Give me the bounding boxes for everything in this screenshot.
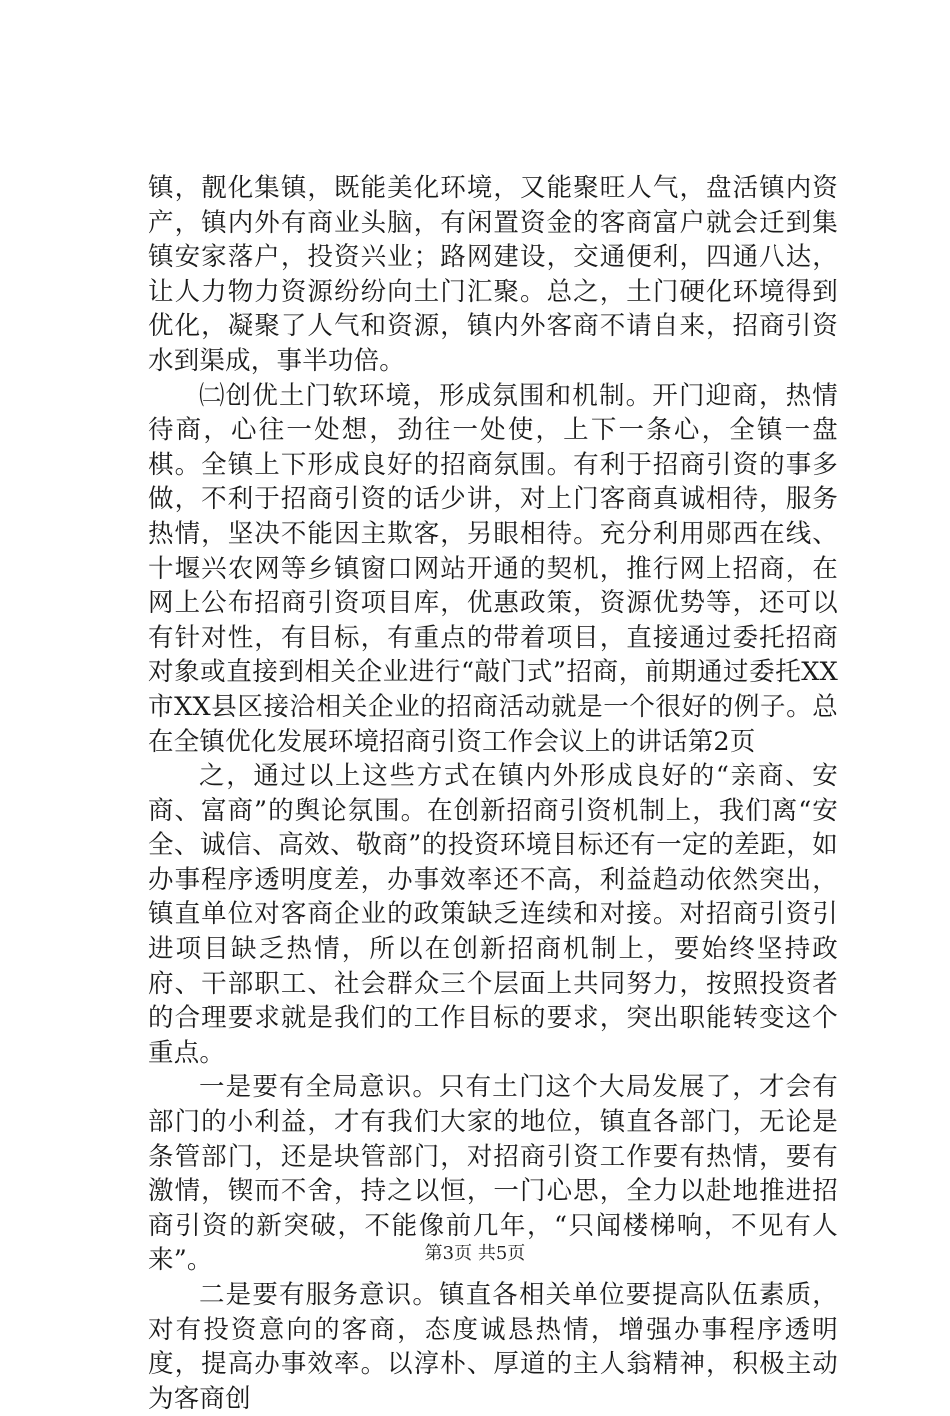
page-footer: 第3页 共5页 bbox=[424, 1243, 526, 1264]
paragraph: 之，通过以上这些方式在镇内外形成良好的“亲商、安商、富商”的舆论氛围。在创新招商引资机制上，我们离“安全、诚信、高效、敬商”的投资环境目标还有一定的差距，如办事程序透明度差，办事效率还不高，利益趋动依然突出，镇直单位对客商企业的政策缺乏连续和对接。对招商引资引进项目缺乏热情，所以在创新招商机制上，要始终坚持政府、干部职工、社会群众三个层面上共同努力，按照投资者的合理要求就是我们的工作目标的要求，突出职能转变这个重点。 bbox=[148, 761, 838, 1068]
paragraph: ㈡创优土门软环境，形成氛围和机制。开门迎商，热情待商，心往一处想，劲往一处使，上下一条心，全镇一盘棋。全镇上下形成良好的招商氛围。有利于招商引资的事多做，不利于招商引资的话少讲，对上门客商真诚相待，服务热情，坚决不能因主欺客，另眼相待。充分利用郧西在线、十堰兴农网等乡镇窗口网站开通的契机，推行网上招商，在网上公布招商引资项目库，优惠政策，资源优势等，还可以有针对性，有目标，有重点的带着项目，直接通过委托招商对象或直接到相关企业进行“敲门式”招商，前期通过委托XX市XX县区接洽相关企业的招商活动就是一个很好的例子。总在全镇优化发展环境招商引资工作会议上的讲话第2页 bbox=[148, 380, 838, 757]
document-body bbox=[148, 171, 838, 1416]
paragraph: 一是要有全局意识。只有土门这个大局发展了，才会有部门的小利益，才有我们大家的地位，镇直各部门，无论是条管部门，还是块管部门，对招商引资工作要有热情，要有激情，锲而不舍，持之以恒，一门心思，全力以赴地推进招商引资的新突破，不能像前几年，“只闻楼梯响，不见有人来”。 bbox=[148, 1072, 838, 1276]
paragraph: 镇，靓化集镇，既能美化环境，又能聚旺人气，盘活镇内资产，镇内外有商业头脑，有闲置资金的客商富户就会迁到集镇安家落户，投资兴业；路网建设，交通便利，四通八达，让人力物力资源纷纷向土门汇聚。总之，土门硬化环境得到优化，凝聚了人气和资源，镇内外客商不请自来，招商引资水到渠成，事半功倍。 bbox=[148, 173, 838, 376]
paragraph: 二是要有服务意识。镇直各相关单位要提高队伍素质，对有投资意向的客商，态度诚恳热情，增强办事程序透明度，提高办事效率。以淳朴、厚道的主人翁精神，积极主动为客商创 bbox=[148, 1280, 838, 1414]
